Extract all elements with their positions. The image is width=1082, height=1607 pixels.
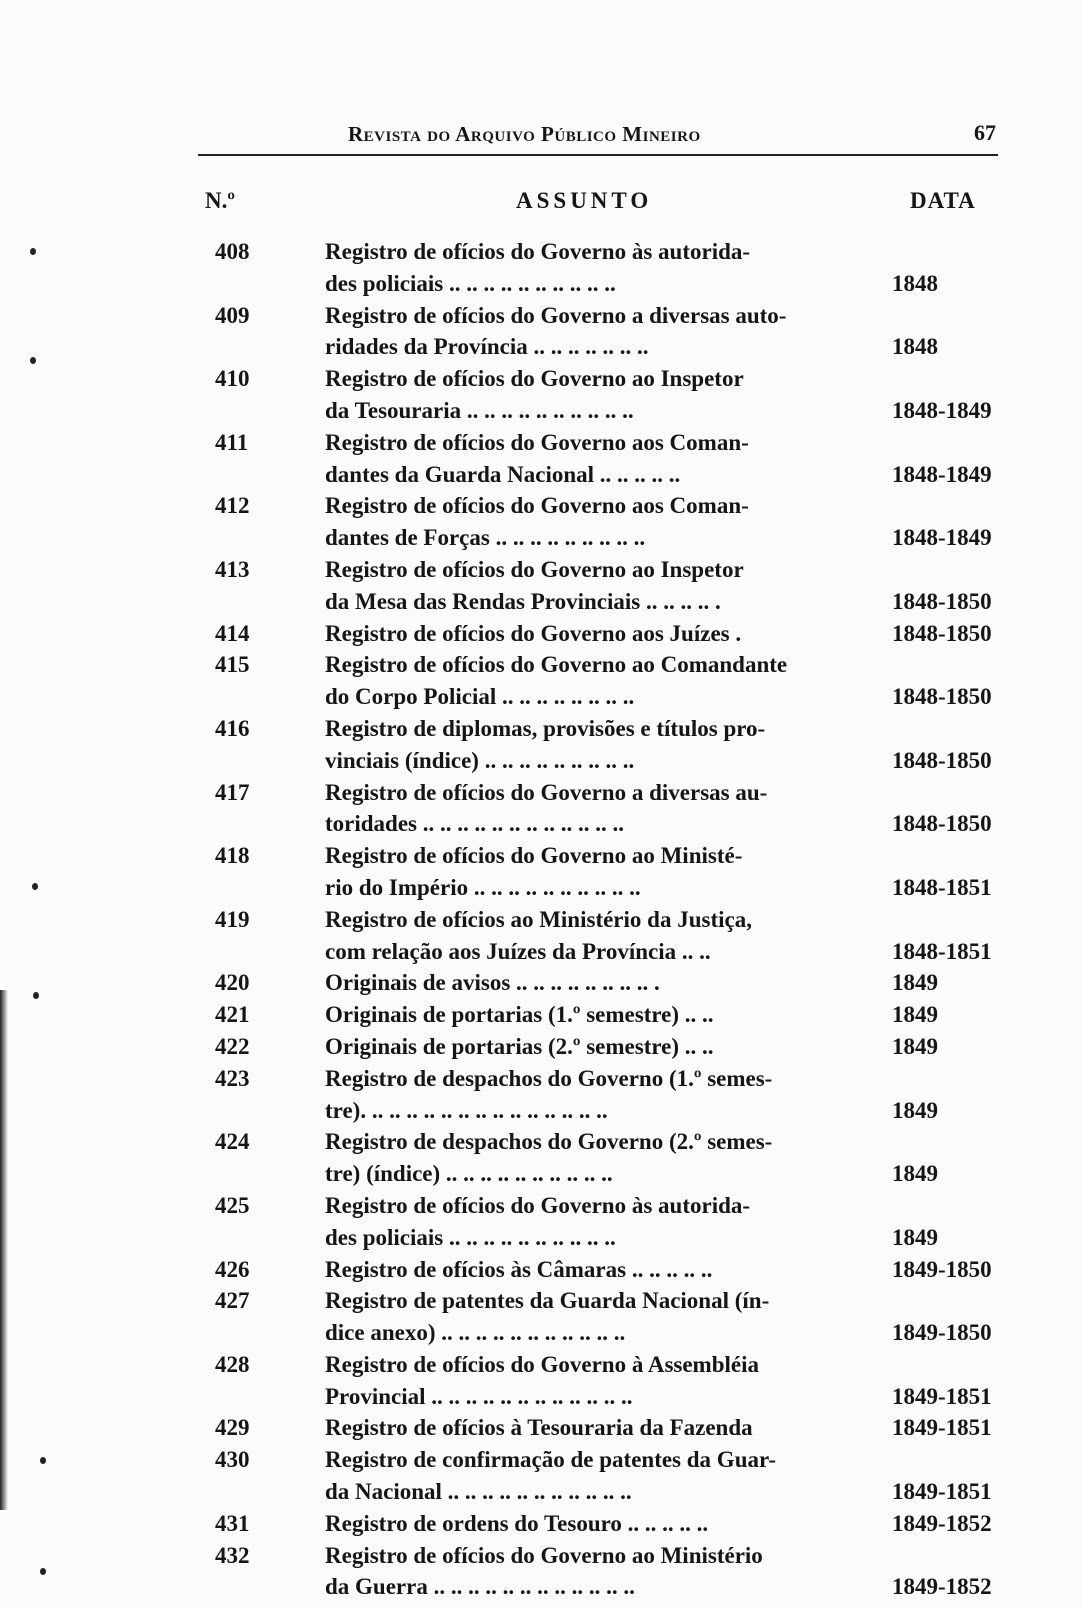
- entry-subject-line: da Nacional .. .. .. .. .. .. .. .. .. .. ..: [325, 1479, 632, 1505]
- table-row: [0, 1412, 1082, 1444]
- entry-subject-line: Registro de ofícios às Câmaras .. .. .. .. ..: [325, 1256, 713, 1282]
- entry-date: 1849: [892, 1097, 938, 1123]
- table-row: [0, 1349, 1082, 1413]
- entry-subject: [325, 840, 850, 904]
- entry-number: 409: [215, 302, 250, 328]
- entry-subject-line: vinciais (índice) .. .. .. .. .. .. .. .. ..: [325, 747, 635, 773]
- entry-subject: [325, 300, 850, 364]
- print-speck: [40, 1568, 46, 1575]
- entry-subject-line: Registro de ofícios do Governo ao Ministé-: [325, 843, 743, 869]
- entry-subject: [325, 1540, 850, 1604]
- print-speck: [30, 357, 36, 364]
- entry-date: 1849-1852: [892, 1510, 992, 1536]
- entry-subject: [325, 777, 850, 841]
- entry-date: 1849: [892, 970, 938, 996]
- entry-subject-line: Registro de ofícios do Governo aos Coman-: [325, 493, 749, 519]
- table-row: [0, 490, 1082, 554]
- table-row: [0, 618, 1082, 650]
- table-row: [0, 363, 1082, 427]
- entry-subject: [325, 236, 850, 300]
- entry-number: 411: [215, 429, 249, 455]
- entry-subject-line: Registro de despachos do Governo (1.º semes-: [325, 1065, 773, 1091]
- entry-date: 1849: [892, 1224, 938, 1250]
- entry-date: 1849: [892, 1002, 938, 1028]
- table-row: [0, 1444, 1082, 1508]
- entry-number: 410: [215, 366, 250, 392]
- entry-subject-line: Originais de portarias (2.º semestre) .. ..: [325, 1033, 714, 1059]
- entry-subject-line: Registro de patentes da Guarda Nacional (ín-: [325, 1288, 770, 1314]
- entry-number: 425: [215, 1192, 250, 1218]
- entry-number: 432: [215, 1542, 250, 1568]
- entry-date: 1849-1850: [892, 1256, 992, 1282]
- entry-number: 413: [215, 556, 250, 582]
- entry-subject: [325, 649, 850, 713]
- entry-date: 1848-1850: [892, 588, 992, 614]
- table-row: [0, 1190, 1082, 1254]
- table-row: [0, 1126, 1082, 1190]
- entry-number: 414: [215, 620, 250, 646]
- entry-subject: [325, 490, 850, 554]
- entry-date: 1848-1850: [892, 684, 992, 710]
- entry-subject: [325, 427, 850, 491]
- table-row: [0, 1285, 1082, 1349]
- entry-subject: [325, 713, 850, 777]
- entry-date: 1848-1850: [892, 811, 992, 837]
- entry-subject: [325, 1285, 850, 1349]
- table-row: [0, 713, 1082, 777]
- entry-subject: [325, 1412, 850, 1444]
- entry-date: 1849-1851: [892, 1479, 992, 1505]
- table-row: [0, 840, 1082, 904]
- entry-subject-line: dice anexo) .. .. .. .. .. .. .. .. .. .. ..: [325, 1320, 626, 1346]
- entry-subject-line: Registro de diplomas, provisões e títulos pro-: [325, 715, 766, 741]
- entry-subject-line: Registro de ofícios do Governo ao Ministério: [325, 1542, 763, 1568]
- entry-subject-line: dantes da Guarda Nacional .. .. .. .. ..: [325, 461, 681, 487]
- entry-number: 428: [215, 1351, 250, 1377]
- entry-date: 1849: [892, 1033, 938, 1059]
- print-speck: [30, 248, 36, 255]
- entry-subject: [325, 1349, 850, 1413]
- entry-date: 1848-1849: [892, 525, 992, 551]
- entry-number: 419: [215, 906, 250, 932]
- entry-subject-line: des policiais .. .. .. .. .. .. .. .. .. ..: [325, 270, 616, 296]
- entry-subject-line: Registro de ofícios do Governo a diversas au-: [325, 779, 768, 805]
- entry-subject-line: dantes de Forças .. .. .. .. .. .. .. .. ..: [325, 525, 646, 551]
- entry-number: 422: [215, 1033, 250, 1059]
- entry-number: 416: [215, 715, 250, 741]
- table-row: [0, 999, 1082, 1031]
- entry-number: 423: [215, 1065, 250, 1091]
- entry-subject-line: Registro de ofícios do Governo à Assembléia: [325, 1351, 759, 1377]
- entry-subject-line: tre). .. .. .. .. .. .. .. .. .. .. .. .. .. ..: [325, 1097, 608, 1123]
- entry-date: 1848-1850: [892, 747, 992, 773]
- entry-subject-line: da Mesa das Rendas Provinciais .. .. .. .. .: [325, 588, 721, 614]
- entry-subject-line: tre) (índice) .. .. .. .. .. .. .. .. .. ..: [325, 1161, 613, 1187]
- entry-subject-line: Originais de portarias (1.º semestre) .. ..: [325, 1002, 714, 1028]
- entry-subject: [325, 999, 850, 1031]
- table-row: [0, 1031, 1082, 1063]
- entry-date: 1849-1850: [892, 1320, 992, 1346]
- entry-subject: [325, 967, 850, 999]
- entry-subject-line: Originais de avisos .. .. .. .. .. .. .. .. .: [325, 970, 660, 996]
- column-header-number: N.º: [205, 188, 235, 213]
- table-row: [0, 649, 1082, 713]
- scan-edge-shadow: [0, 990, 8, 1510]
- journal-title: Revista do Arquivo Público Mineiro: [348, 122, 701, 146]
- entry-number: 420: [215, 970, 250, 996]
- entry-subject-line: Registro de ofícios ao Ministério da Justiça,: [325, 906, 752, 932]
- entry-date: 1848-1851: [892, 938, 992, 964]
- entry-number: 418: [215, 843, 250, 869]
- entry-subject-line: ridades da Província .. .. .. .. .. .. ..: [325, 334, 649, 360]
- entry-number: 431: [215, 1510, 250, 1536]
- entry-subject: [325, 363, 850, 427]
- entry-number: 426: [215, 1256, 250, 1282]
- entry-number: 408: [215, 239, 250, 264]
- entry-date: 1848: [892, 334, 938, 360]
- table-row: [0, 1063, 1082, 1127]
- entry-date: 1849: [892, 1161, 938, 1187]
- column-header-subject: ASSUNTO: [516, 188, 653, 213]
- entry-subject: [325, 1126, 850, 1190]
- entry-subject-line: rio do Império .. .. .. .. .. .. .. .. .. ..: [325, 874, 641, 900]
- entry-subject-line: Registro de ofícios do Governo a diversas auto-: [325, 302, 787, 328]
- entry-subject: [325, 1444, 850, 1508]
- entry-subject-line: Registro de ofícios do Governo aos Coman-: [325, 429, 749, 455]
- table-row: [0, 427, 1082, 491]
- entry-date: 1848-1851: [892, 874, 992, 900]
- entry-subject: [325, 618, 850, 650]
- entry-number: 415: [215, 652, 250, 678]
- entry-date: 1848-1850: [892, 620, 992, 646]
- entry-subject: [325, 1508, 850, 1540]
- column-header-date: DATA: [910, 188, 976, 213]
- entry-number: 424: [215, 1129, 250, 1155]
- running-header: [198, 118, 998, 156]
- entry-subject-line: Registro de ofícios do Governo ao Inspetor: [325, 366, 744, 392]
- entry-subject: [325, 1031, 850, 1063]
- entry-subject-line: Registro de ofícios do Governo aos Juízes .: [325, 620, 742, 646]
- entry-number: 412: [215, 493, 250, 519]
- table-row: [0, 1254, 1082, 1286]
- entry-subject-line: Registro de despachos do Governo (2.º semes-: [325, 1129, 773, 1155]
- entry-subject: [325, 1190, 850, 1254]
- table-row: [0, 554, 1082, 618]
- entry-number: 430: [215, 1447, 250, 1473]
- entry-date: 1848-1849: [892, 461, 992, 487]
- catalog-table: [0, 236, 1082, 1603]
- print-speck: [40, 1457, 46, 1464]
- entry-date: 1848-1849: [892, 397, 992, 423]
- entry-date: 1849-1851: [892, 1415, 992, 1441]
- page-number: 67: [974, 120, 996, 145]
- table-row: [0, 967, 1082, 999]
- table-row: [0, 300, 1082, 364]
- entry-subject-line: com relação aos Juízes da Província .. ..: [325, 938, 711, 964]
- entry-subject-line: Registro de ofícios do Governo ao Inspetor: [325, 556, 744, 582]
- table-row: [0, 904, 1082, 968]
- entry-subject-line: Registro de ofícios do Governo às autorida-: [325, 239, 751, 264]
- entry-subject-line: des policiais .. .. .. .. .. .. .. .. .. ..: [325, 1224, 616, 1250]
- table-row: [0, 1508, 1082, 1540]
- table-row: [0, 1540, 1082, 1604]
- entry-subject: [325, 1063, 850, 1127]
- entry-subject-line: Registro de ofícios à Tesouraria da Fazenda: [325, 1415, 753, 1441]
- entry-subject-line: do Corpo Policial .. .. .. .. .. .. .. ..: [325, 684, 635, 710]
- entry-date: 1848: [892, 270, 938, 296]
- entry-number: 421: [215, 1002, 250, 1028]
- entry-subject-line: Registro de ofícios do Governo ao Comandante: [325, 652, 788, 678]
- entry-date: 1849-1852: [892, 1574, 992, 1600]
- entry-date: 1849-1851: [892, 1383, 992, 1409]
- entry-number: 429: [215, 1415, 250, 1441]
- entry-number: 427: [215, 1288, 250, 1314]
- entry-subject-line: da Guerra .. .. .. .. .. .. .. .. .. .. .. ..: [325, 1574, 635, 1600]
- table-row: [0, 236, 1082, 300]
- entry-subject: [325, 554, 850, 618]
- entry-subject-line: Registro de confirmação de patentes da Guar-: [325, 1447, 776, 1473]
- print-speck: [33, 992, 39, 999]
- entry-subject-line: Registro de ordens do Tesouro .. .. .. .. ..: [325, 1510, 709, 1536]
- table-row: [0, 777, 1082, 841]
- entry-subject-line: da Tesouraria .. .. .. .. .. .. .. .. .. ..: [325, 397, 634, 423]
- entry-subject-line: toridades .. .. .. .. .. .. .. .. .. .. .. ..: [325, 811, 624, 837]
- entry-subject-line: Provincial .. .. .. .. .. .. .. .. .. .. .. ..: [325, 1383, 633, 1409]
- entry-number: 417: [215, 779, 250, 805]
- entry-subject-line: Registro de ofícios do Governo às autorida-: [325, 1192, 751, 1218]
- entry-subject: [325, 904, 850, 968]
- entry-subject: [325, 1254, 850, 1286]
- print-speck: [32, 883, 38, 890]
